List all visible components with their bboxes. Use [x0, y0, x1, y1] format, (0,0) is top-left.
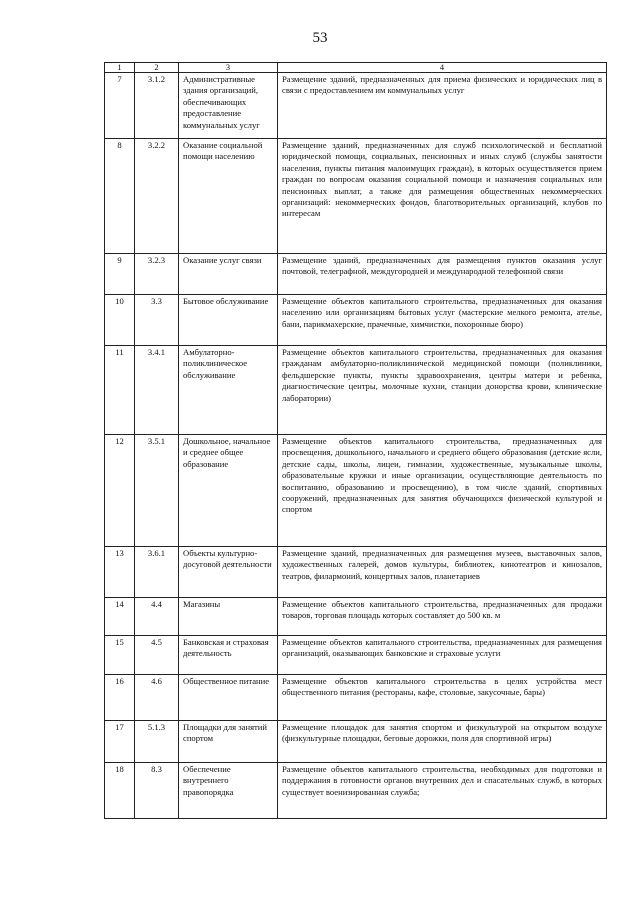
land-use-code: 3.4.1 — [135, 346, 179, 435]
header-col-4: 4 — [278, 63, 607, 73]
land-use-code: 8.3 — [135, 763, 179, 819]
table-row — [105, 675, 607, 721]
land-use-name: Дошкольное, начальное и среднее общее образование — [179, 435, 278, 547]
table-row — [105, 295, 607, 346]
land-use-description: Размещение объектов капитального строительства, предназначенных для оказания гражданам амбулаторно-поликлинической медицинской помощи (поликлиники, фельдшерские пункты, пункты здравоохранения, центры матери и ребенка, диагностические центры, молочные кухни, станции донорства крови, клинические лаборатории) — [278, 346, 607, 435]
row-number: 12 — [105, 435, 135, 547]
row-number: 9 — [105, 254, 135, 295]
land-use-name: Оказание услуг связи — [179, 254, 278, 295]
land-use-description: Размещение объектов капитального строительства, предназначенных для оказания населению или организациям бытовых услуг (мастерские мелкого ремонта, ателье, бани, парикмахерские, прачечные, химчистки, похоронные бюро) — [278, 295, 607, 346]
table-row — [105, 721, 607, 763]
header-col-3: 3 — [179, 63, 278, 73]
land-use-code: 3.3 — [135, 295, 179, 346]
land-use-name: Банковская и страховая деятельность — [179, 636, 278, 675]
land-use-name: Площадки для занятий спортом — [179, 721, 278, 763]
table-row — [105, 763, 607, 819]
land-use-code: 3.2.3 — [135, 254, 179, 295]
land-use-name: Магазины — [179, 598, 278, 636]
table-row — [105, 346, 607, 435]
land-use-code: 5.1.3 — [135, 721, 179, 763]
land-use-description: Размещение зданий, предназначенных для приема физических и юридических лиц в связи с предоставлением им коммунальных услуг — [278, 73, 607, 139]
row-number: 15 — [105, 636, 135, 675]
land-use-description: Размещение объектов капитального строительства, необходимых для подготовки и поддержания в готовности органов внутренних дел и спасательных служб, в которых существует военизированная служба; — [278, 763, 607, 819]
land-use-description: Размещение объектов капитального строительства в целях устройства мест общественного питания (рестораны, кафе, столовые, закусочные, бары) — [278, 675, 607, 721]
land-use-code: 3.6.1 — [135, 547, 179, 598]
land-use-description: Размещение объектов капитального строительства, предназначенных для размещения организаций, оказывающих банковские и страховые услуги — [278, 636, 607, 675]
row-number: 10 — [105, 295, 135, 346]
page-number: 53 — [312, 30, 328, 46]
row-number: 14 — [105, 598, 135, 636]
table-body — [105, 73, 607, 819]
land-use-description: Размещение объектов капитального строительства, предназначенных для продажи товаров, торговая площадь которых составляет до 500 кв. м — [278, 598, 607, 636]
row-number: 18 — [105, 763, 135, 819]
header-col-2: 2 — [135, 63, 179, 73]
land-use-name: Общественное питание — [179, 675, 278, 721]
land-use-code: 3.2.2 — [135, 139, 179, 254]
row-number: 7 — [105, 73, 135, 139]
row-number: 11 — [105, 346, 135, 435]
land-use-name: Оказание социальной помощи населению — [179, 139, 278, 254]
table-row — [105, 598, 607, 636]
land-use-description: Размещение объектов капитального строительства, предназначенных для просвещения, дошкольного, начального и среднего общего образования (детские ясли, детские сады, школы, лицеи, гимназии, художественные, музыкальные школы, образовательные кружки и иные организации, осуществляющие деятельность по воспитанию, образованию и просвещению), в том числе зданий, спортивных сооружений, предназначенных для занятия обучающихся физической культурой и спортом — [278, 435, 607, 547]
header-col-1: 1 — [105, 63, 135, 73]
table-header-row — [105, 63, 607, 73]
table-row — [105, 139, 607, 254]
land-use-code: 4.6 — [135, 675, 179, 721]
land-use-name: Административные здания организаций, обеспечивающих предоставление коммунальных услуг — [179, 73, 278, 139]
table-row — [105, 254, 607, 295]
land-use-table — [104, 62, 607, 819]
table-row — [105, 636, 607, 675]
land-use-description: Размещение площадок для занятия спортом и физкультурой на открытом воздухе (физкультурные площадки, беговые дорожки, поля для спортивной игры) — [278, 721, 607, 763]
land-use-name: Бытовое обслуживание — [179, 295, 278, 346]
land-use-description: Размещение зданий, предназначенных для размещения пунктов оказания услуг почтовой, телеграфной, междугородней и международной телефонной связи — [278, 254, 607, 295]
row-number: 8 — [105, 139, 135, 254]
table-row — [105, 435, 607, 547]
land-use-name: Амбулаторно-поликлиническое обслуживание — [179, 346, 278, 435]
land-use-description: Размещение зданий, предназначенных для размещения музеев, выставочных залов, художественных галерей, домов культуры, библиотек, кинотеатров и кинозалов, театров, филармоний, концертных залов, планетариев — [278, 547, 607, 598]
land-use-description: Размещение зданий, предназначенных для служб психологической и бесплатной юридической помощи, социальных, пенсионных и иных служб (службы занятости населения, пункты питания малоимущих граждан), в которых осуществляется прием граждан по вопросам оказания социальной помощи и назначения социальных или пенсионных выплат, а также для размещения общественных некоммерческих организаций: некоммерческих фондов, благотворительных организаций, клубов по интересам — [278, 139, 607, 254]
land-use-code: 3.1.2 — [135, 73, 179, 139]
land-use-name: Объекты культурно-досуговой деятельности — [179, 547, 278, 598]
row-number: 16 — [105, 675, 135, 721]
table-row — [105, 73, 607, 139]
row-number: 17 — [105, 721, 135, 763]
land-use-name: Обеспечение внутреннего правопорядка — [179, 763, 278, 819]
land-use-code: 4.4 — [135, 598, 179, 636]
land-use-code: 3.5.1 — [135, 435, 179, 547]
row-number: 13 — [105, 547, 135, 598]
land-use-code: 4.5 — [135, 636, 179, 675]
table-row — [105, 547, 607, 598]
